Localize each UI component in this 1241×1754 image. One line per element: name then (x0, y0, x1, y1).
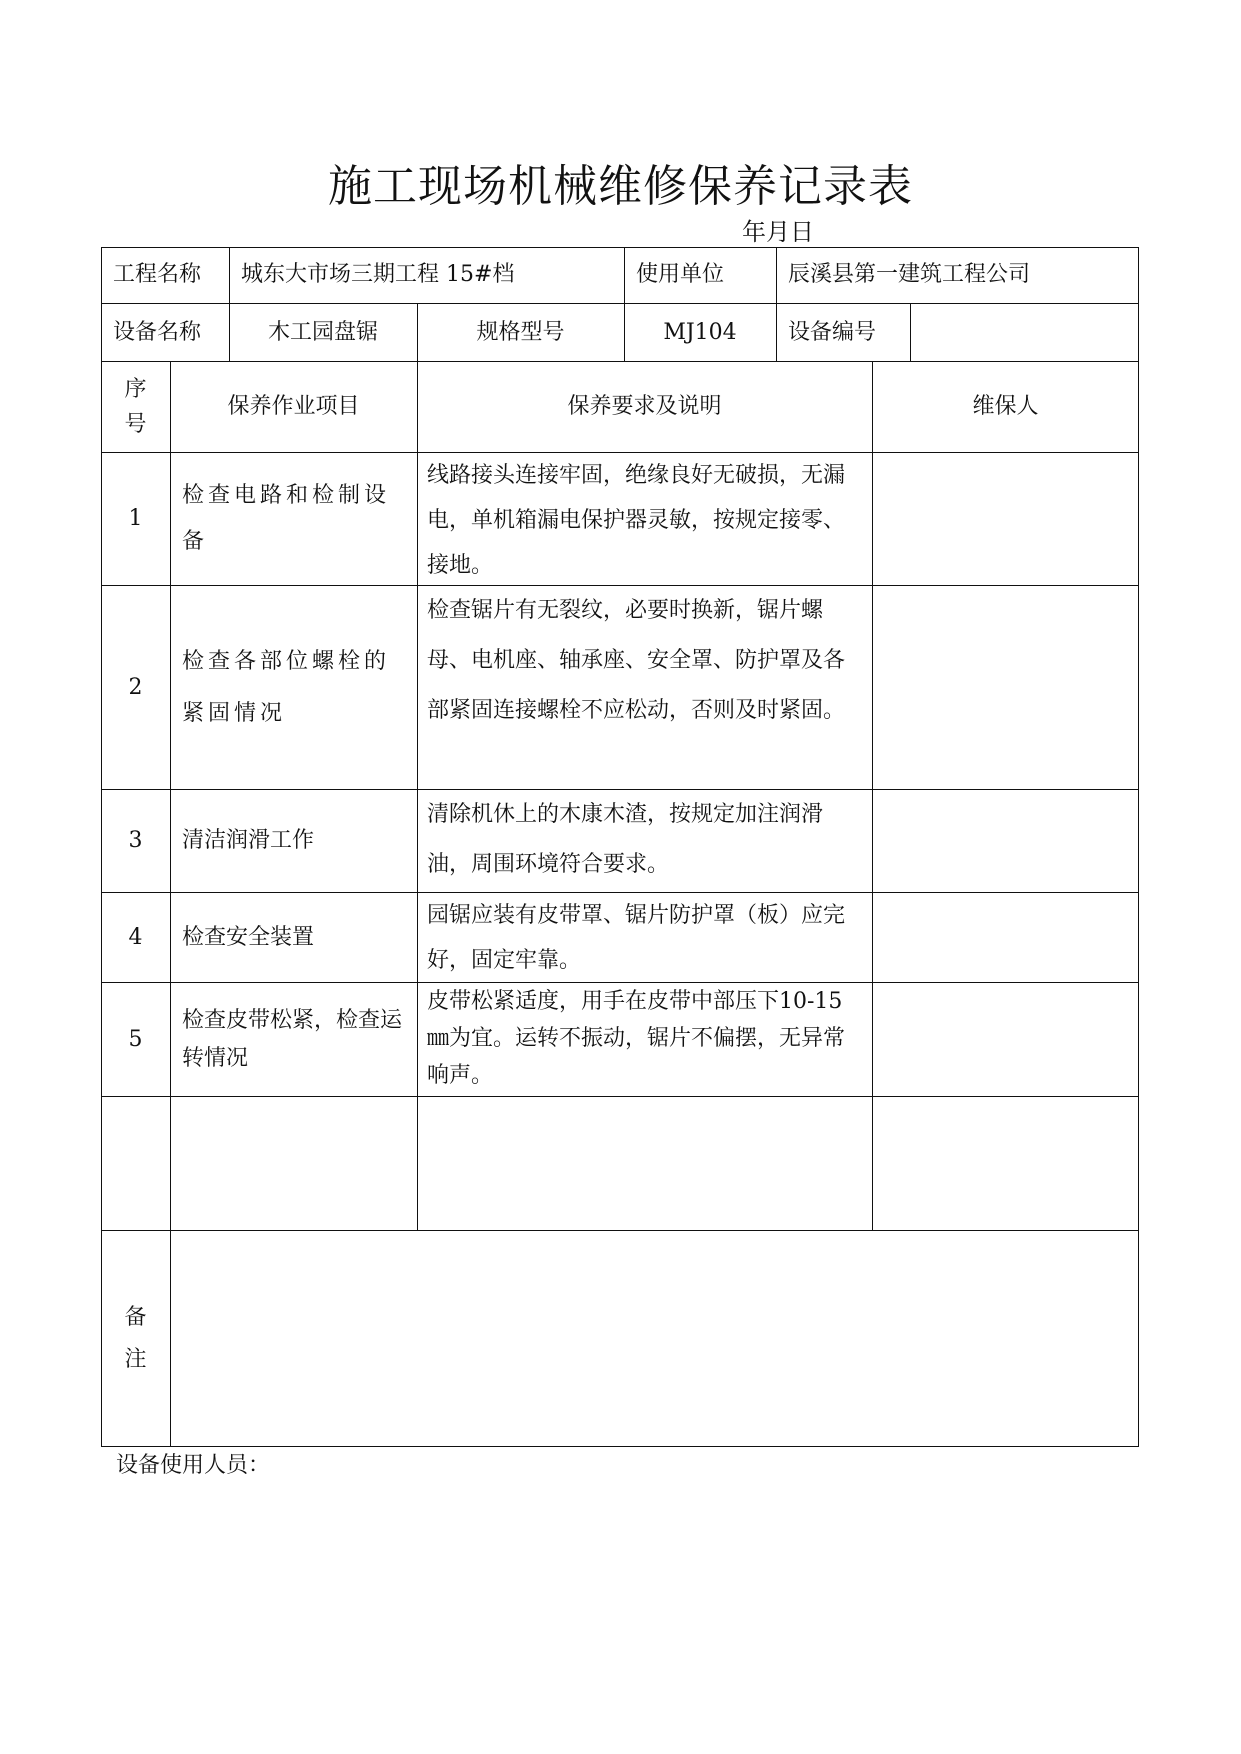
table-row-6-requirement (417, 1097, 873, 1231)
column-header-item: 保养作业项目 (170, 362, 418, 453)
spec-model-value: MJ104 (624, 304, 777, 362)
table-row-2-item: 检查各部位螺栓的紧固情况 (170, 586, 418, 790)
table-row-2-no: 2 (101, 586, 171, 790)
table-row-1-item: 检查电路和检制设备 (170, 453, 418, 586)
seq-header-bottom: 号 (124, 412, 147, 437)
table-row-2-requirement: 检查锯片有无裂纹，必要时换新，锯片螺母、电机座、轴承座、安全罩、防护罩及各部紧固连接螺栓不应松动，否则及时紧固。 (417, 586, 873, 790)
table-row-3-item: 清洁润滑工作 (170, 790, 418, 893)
table-row-4-maintainer (872, 893, 1139, 983)
table-row-5-maintainer (872, 983, 1139, 1097)
project-name-value: 城东大市场三期工程 15#档 (229, 247, 625, 304)
column-header-maintainer: 维保人 (872, 362, 1139, 453)
table-row-3-maintainer (872, 790, 1139, 893)
table-row-4-item: 检查安全装置 (170, 893, 418, 983)
table-row-6-item (170, 1097, 418, 1231)
equipment-operator-label: 设备使用人员： (116, 1453, 271, 1478)
user-unit-value: 辰溪县第一建筑工程公司 (776, 247, 1139, 304)
table-row-3-no: 3 (101, 790, 171, 893)
spec-model-label: 规格型号 (417, 304, 625, 362)
page-title: 施工现场机械维修保养记录表 (328, 161, 913, 212)
equipment-name-label: 设备名称 (101, 304, 230, 362)
table-row-3-requirement: 清除机休上的木康木渣，按规定加注润滑油，周围环境符合要求。 (417, 790, 873, 893)
remarks-label (101, 1231, 171, 1447)
remarks-value (170, 1231, 1139, 1447)
remarks-label-top: 备 (124, 1305, 147, 1331)
table-row-6-no (101, 1097, 171, 1231)
date-label: 年月日 (742, 218, 814, 246)
remarks-label-bottom: 注 (124, 1347, 147, 1372)
table-row-1-no: 1 (101, 453, 171, 586)
table-row-5-requirement: 皮带松紧适度，用手在皮带中部压下10-15㎜为宜。运转不振动，锯片不偏摆，无异常响声。 (417, 983, 873, 1097)
project-name-label: 工程名称 (101, 247, 230, 304)
table-row-2-maintainer (872, 586, 1139, 790)
table-row-1-maintainer (872, 453, 1139, 586)
table-row-5-item: 检查皮带松紧，检查运转情况 (170, 983, 418, 1097)
user-unit-label: 使用单位 (624, 247, 777, 304)
table-row-1-requirement: 线路接头连接牢固，绝缘良好无破损，无漏电，单机箱漏电保护器灵敏，按规定接零、接地。 (417, 453, 873, 586)
equipment-number-value (910, 304, 1139, 362)
equipment-number-label: 设备编号 (776, 304, 911, 362)
column-header-seq (101, 362, 171, 453)
equipment-name-value: 木工园盘锯 (229, 304, 418, 362)
table-row-4-requirement: 园锯应装有皮带罩、锯片防护罩（板）应完好，固定牢靠。 (417, 893, 873, 983)
table-row-5-no: 5 (101, 983, 171, 1097)
seq-header-top: 序 (124, 376, 147, 402)
table-row-6-maintainer (872, 1097, 1139, 1231)
table-row-4-no: 4 (101, 893, 171, 983)
column-header-requirement: 保养要求及说明 (417, 362, 873, 453)
